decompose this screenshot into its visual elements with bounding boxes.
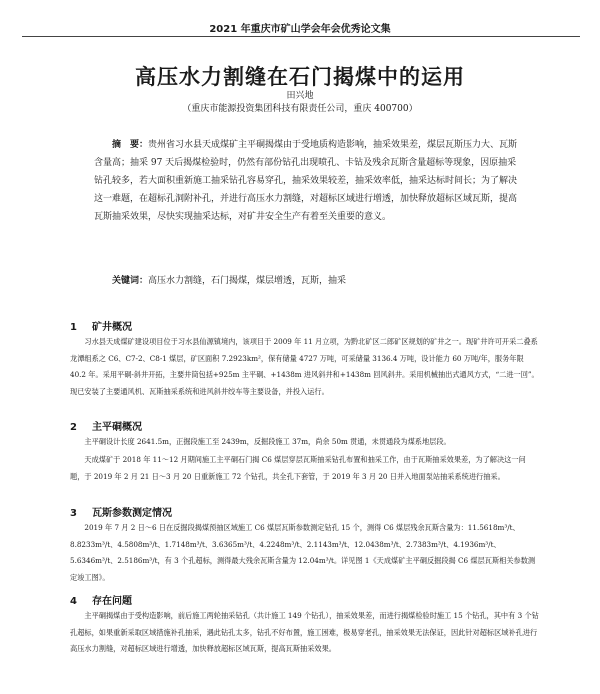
section-paragraph: 主平硐揭煤由于受构造影响，前后施工两轮抽采钻孔（共计施工 149 个钻孔），抽采效果差，而进行揭煤检验时施工 15 个钻孔，其中有 3 个钻孔超标，如果重新采取区域措施补孔抽采，遇此钻孔太多，钻孔不好布置，施工困难，极易穿老孔，抽采效果无法保证，因此针对超标区域补孔进行高压水力割缝，对超标区域进行增透，加快释放超标区域瓦斯，提高瓦斯抽采效果。 — [70, 611, 539, 653]
section-paragraph: 2019 年 7 月 2 日～6 日在反掘段揭煤预抽区域施工 C6 煤层瓦斯参数测定钻孔 15 个，测得 C6 煤层残余瓦斯含量为：11.5618m³/t、8.8233m³/t、4.5808m³/t、1.7148m³/t、3.6365m³/t、4.2248m³/t、2.1143m³/t、12.0438m³/t、2.7383m³/t、4.1936m³/t、5.6346m³/t、2.5186m³/t，有 3 个孔超标，测得最大残余瓦斯含量为 12.04m³/t。详见图 1《天成煤矿主平硐反掘段揭 C6 煤层瓦斯相关参数测定竣工图》。 — [70, 523, 536, 582]
author: 田兴地 — [286, 91, 314, 101]
header-rule — [22, 36, 580, 37]
section-paragraph: 主平硐设计长度 2641.5m，正掘段施工至 2439m，反掘段施工 37m，尚余 50m 贯通，未贯通段为煤系地层段。 — [84, 437, 451, 446]
running-head: 2021 年重庆市矿山学会年会优秀论文集 — [209, 24, 391, 35]
section-heading — [70, 592, 132, 607]
section-title: 存在问题 — [92, 596, 132, 607]
section-number: 2 — [70, 422, 77, 433]
section-heading — [70, 418, 142, 433]
keywords — [94, 274, 522, 288]
section-paragraph: 天成煤矿于 2018 年 11～12 月期间施工主平硐石门揭 C6 煤层穿层瓦斯抽采钻孔布置和抽采工作，由于瓦斯抽采效果差，为了解决这一问题，于 2019 年 2 月 21 日～3 月 20 日重新施工 72 个钻孔，共全孔下套管，于 2019 年 3 月 20 日并入地面泵站抽采系统进行抽采。 — [70, 455, 526, 481]
affiliation: （重庆市能源投资集团科技有限责任公司，重庆 400700） — [182, 104, 418, 114]
keywords-label: 关键词： — [112, 276, 149, 286]
section-heading — [70, 318, 132, 333]
section-title: 瓦斯参数测定情况 — [92, 508, 172, 519]
section-paragraph: 习水县天成煤矿建设项目位于习水县仙源镇境内，该项目于 2009 年 11 月立项，为黔北矿区二郎矿区规划的矿井之一。现矿井许可开采二叠系龙潭组系之 C6、C7-2、C8-1 煤层，矿区面积 7.2923km²，保有储量 4727 万吨，可采储量 3136.4 万吨，设计能力 60 万吨/年，服务年限 40.2 年。采用平硐-斜井开拓，主要井筒包括+925m 主平硐、+1438m 进风斜井和+1438m 回风斜井。采用机械抽出式通风方式，“二进一回”。现已安装了主要通风机、瓦斯抽采系统和进风斜井绞车等主要设备，并投入运行。 — [70, 337, 539, 396]
section-number: 4 — [70, 596, 77, 607]
section-number: 1 — [70, 322, 77, 333]
section-title: 主平硐概况 — [92, 422, 142, 433]
section-number: 3 — [70, 508, 77, 519]
abstract-text: 贵州省习水县天成煤矿主平硐揭煤由于受地质构造影响，抽采效果差，煤层瓦斯压力大、瓦斯含量高；抽采 97 天后揭煤检验时，仍然有部份钻孔出现喷孔、卡钻及残余瓦斯含量超标等现象，因原抽采钻孔较多，若大面积重新施工抽采钻孔容易穿孔，抽采效果较差，抽采效率低，抽采达标时间长；为了解决这一难题，在超标孔洞附补孔，并进行高压水力割缝，对超标区域进行增透，加快释放超标区域瓦斯，提高瓦斯抽采效果，尽快实现抽采达标，对矿井安全生产有着至关重要的意义。 — [94, 140, 518, 222]
section-title: 矿井概况 — [92, 322, 132, 333]
abstract-label: 摘 要： — [112, 140, 149, 150]
abstract — [94, 136, 522, 226]
section-heading — [70, 504, 172, 519]
keywords-text: 高压水力割缝，石门揭煤，煤层增透，瓦斯，抽采 — [148, 276, 347, 286]
paper-title: 高压水力割缝在石门揭煤中的运用 — [135, 65, 465, 89]
